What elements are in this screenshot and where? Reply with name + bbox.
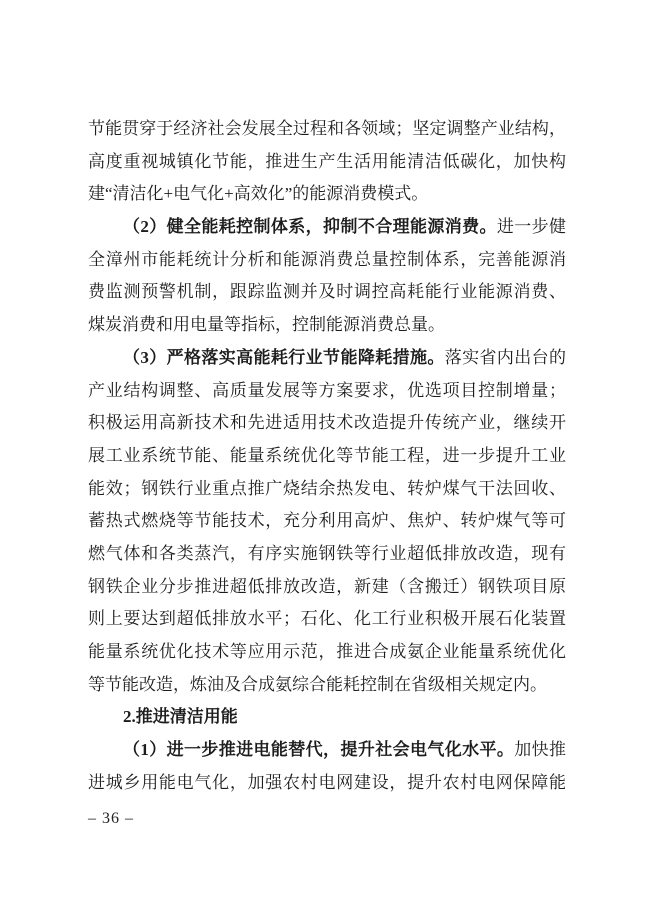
text-line	[88, 571, 566, 604]
text-segment-bold: 2.推进清洁用能	[123, 707, 238, 727]
text-line	[88, 309, 566, 342]
text-segment: 则上要达到超低排放水平；石化、化工行业积极开展石化装置	[88, 609, 566, 629]
text-line	[88, 603, 566, 636]
text-segment: 全漳州市能耗统计分析和能源消费总量控制体系，完善能源消	[88, 249, 566, 269]
text-segment: 产业结构调整、高质量发展等方案要求，优选项目控制增量；	[88, 380, 566, 400]
text-segment: 能量系统优化技术等应用示范，推进合成氨企业能量系统优化	[88, 642, 566, 661]
text-line	[88, 375, 566, 408]
text-line	[88, 211, 566, 244]
text-segment-bold: （1）进一步推进电能替代，提升社会电气化水平。	[123, 740, 515, 760]
text-line	[88, 146, 566, 179]
text-segment: 进城乡用能电气化，加强农村电网建设，提升农村电网保障能	[88, 772, 566, 792]
text-segment: 加快推	[514, 740, 567, 760]
text-line	[88, 734, 566, 767]
text-line	[88, 178, 566, 211]
text-line	[88, 113, 566, 146]
text-line	[88, 276, 566, 309]
text-line	[88, 473, 566, 506]
text-line	[88, 505, 566, 538]
text-line	[88, 342, 566, 375]
text-segment: 煤炭消费和用电量等指标，控制能源消费总量。	[88, 315, 445, 335]
text-segment: 等节能改造，炼油及合成氨综合能耗控制在省级相关规定内。	[88, 674, 547, 694]
text-segment: 节能贯穿于经济社会发展全过程和各领域；坚定调整产业结构，	[88, 119, 566, 138]
text-segment: 建“清洁化+电气化+高效化”的能源消费模式。	[88, 184, 429, 204]
text-line	[88, 538, 566, 571]
text-segment: 落实省内出台的	[444, 347, 567, 367]
text-segment-bold: （2）健全能耗控制体系，抑制不合理能源消费。	[123, 217, 497, 237]
text-segment: 积极运用高新技术和先进适用技术改造提升传统产业，继续开	[88, 413, 566, 433]
body-text	[88, 113, 566, 799]
text-line	[88, 244, 566, 277]
page-number: – 36 –	[88, 810, 134, 827]
text-segment: 费监测预警机制，跟踪监测并及时调控高耗能行业能源消费、	[88, 282, 566, 302]
text-line	[88, 701, 566, 734]
text-segment: 燃气体和各类蒸汽，有序实施钢铁等行业超低排放改造，现有	[88, 543, 566, 563]
text-line	[88, 636, 566, 669]
text-segment: 展工业系统节能、能量系统优化等节能工程，进一步提升工业	[88, 445, 566, 465]
text-segment: 蓄热式燃烧等节能技术，充分利用高炉、焦炉、转炉煤气等可	[88, 511, 566, 531]
text-line	[88, 407, 566, 440]
text-segment: 能效；钢铁行业重点推广烧结余热发电、转炉煤气干法回收、	[88, 478, 566, 498]
text-segment-bold: （3）严格落实高能耗行业节能降耗措施。	[123, 347, 445, 367]
text-segment: 进一步健	[496, 217, 566, 237]
text-line	[88, 767, 566, 800]
text-segment: 钢铁企业分步推进超低排放改造，新建（含搬迁）钢铁项目原	[88, 576, 566, 596]
text-line	[88, 669, 566, 702]
text-segment: 高度重视城镇化节能，推进生产生活用能清洁低碳化，加快构	[88, 151, 566, 171]
text-line	[88, 440, 566, 473]
